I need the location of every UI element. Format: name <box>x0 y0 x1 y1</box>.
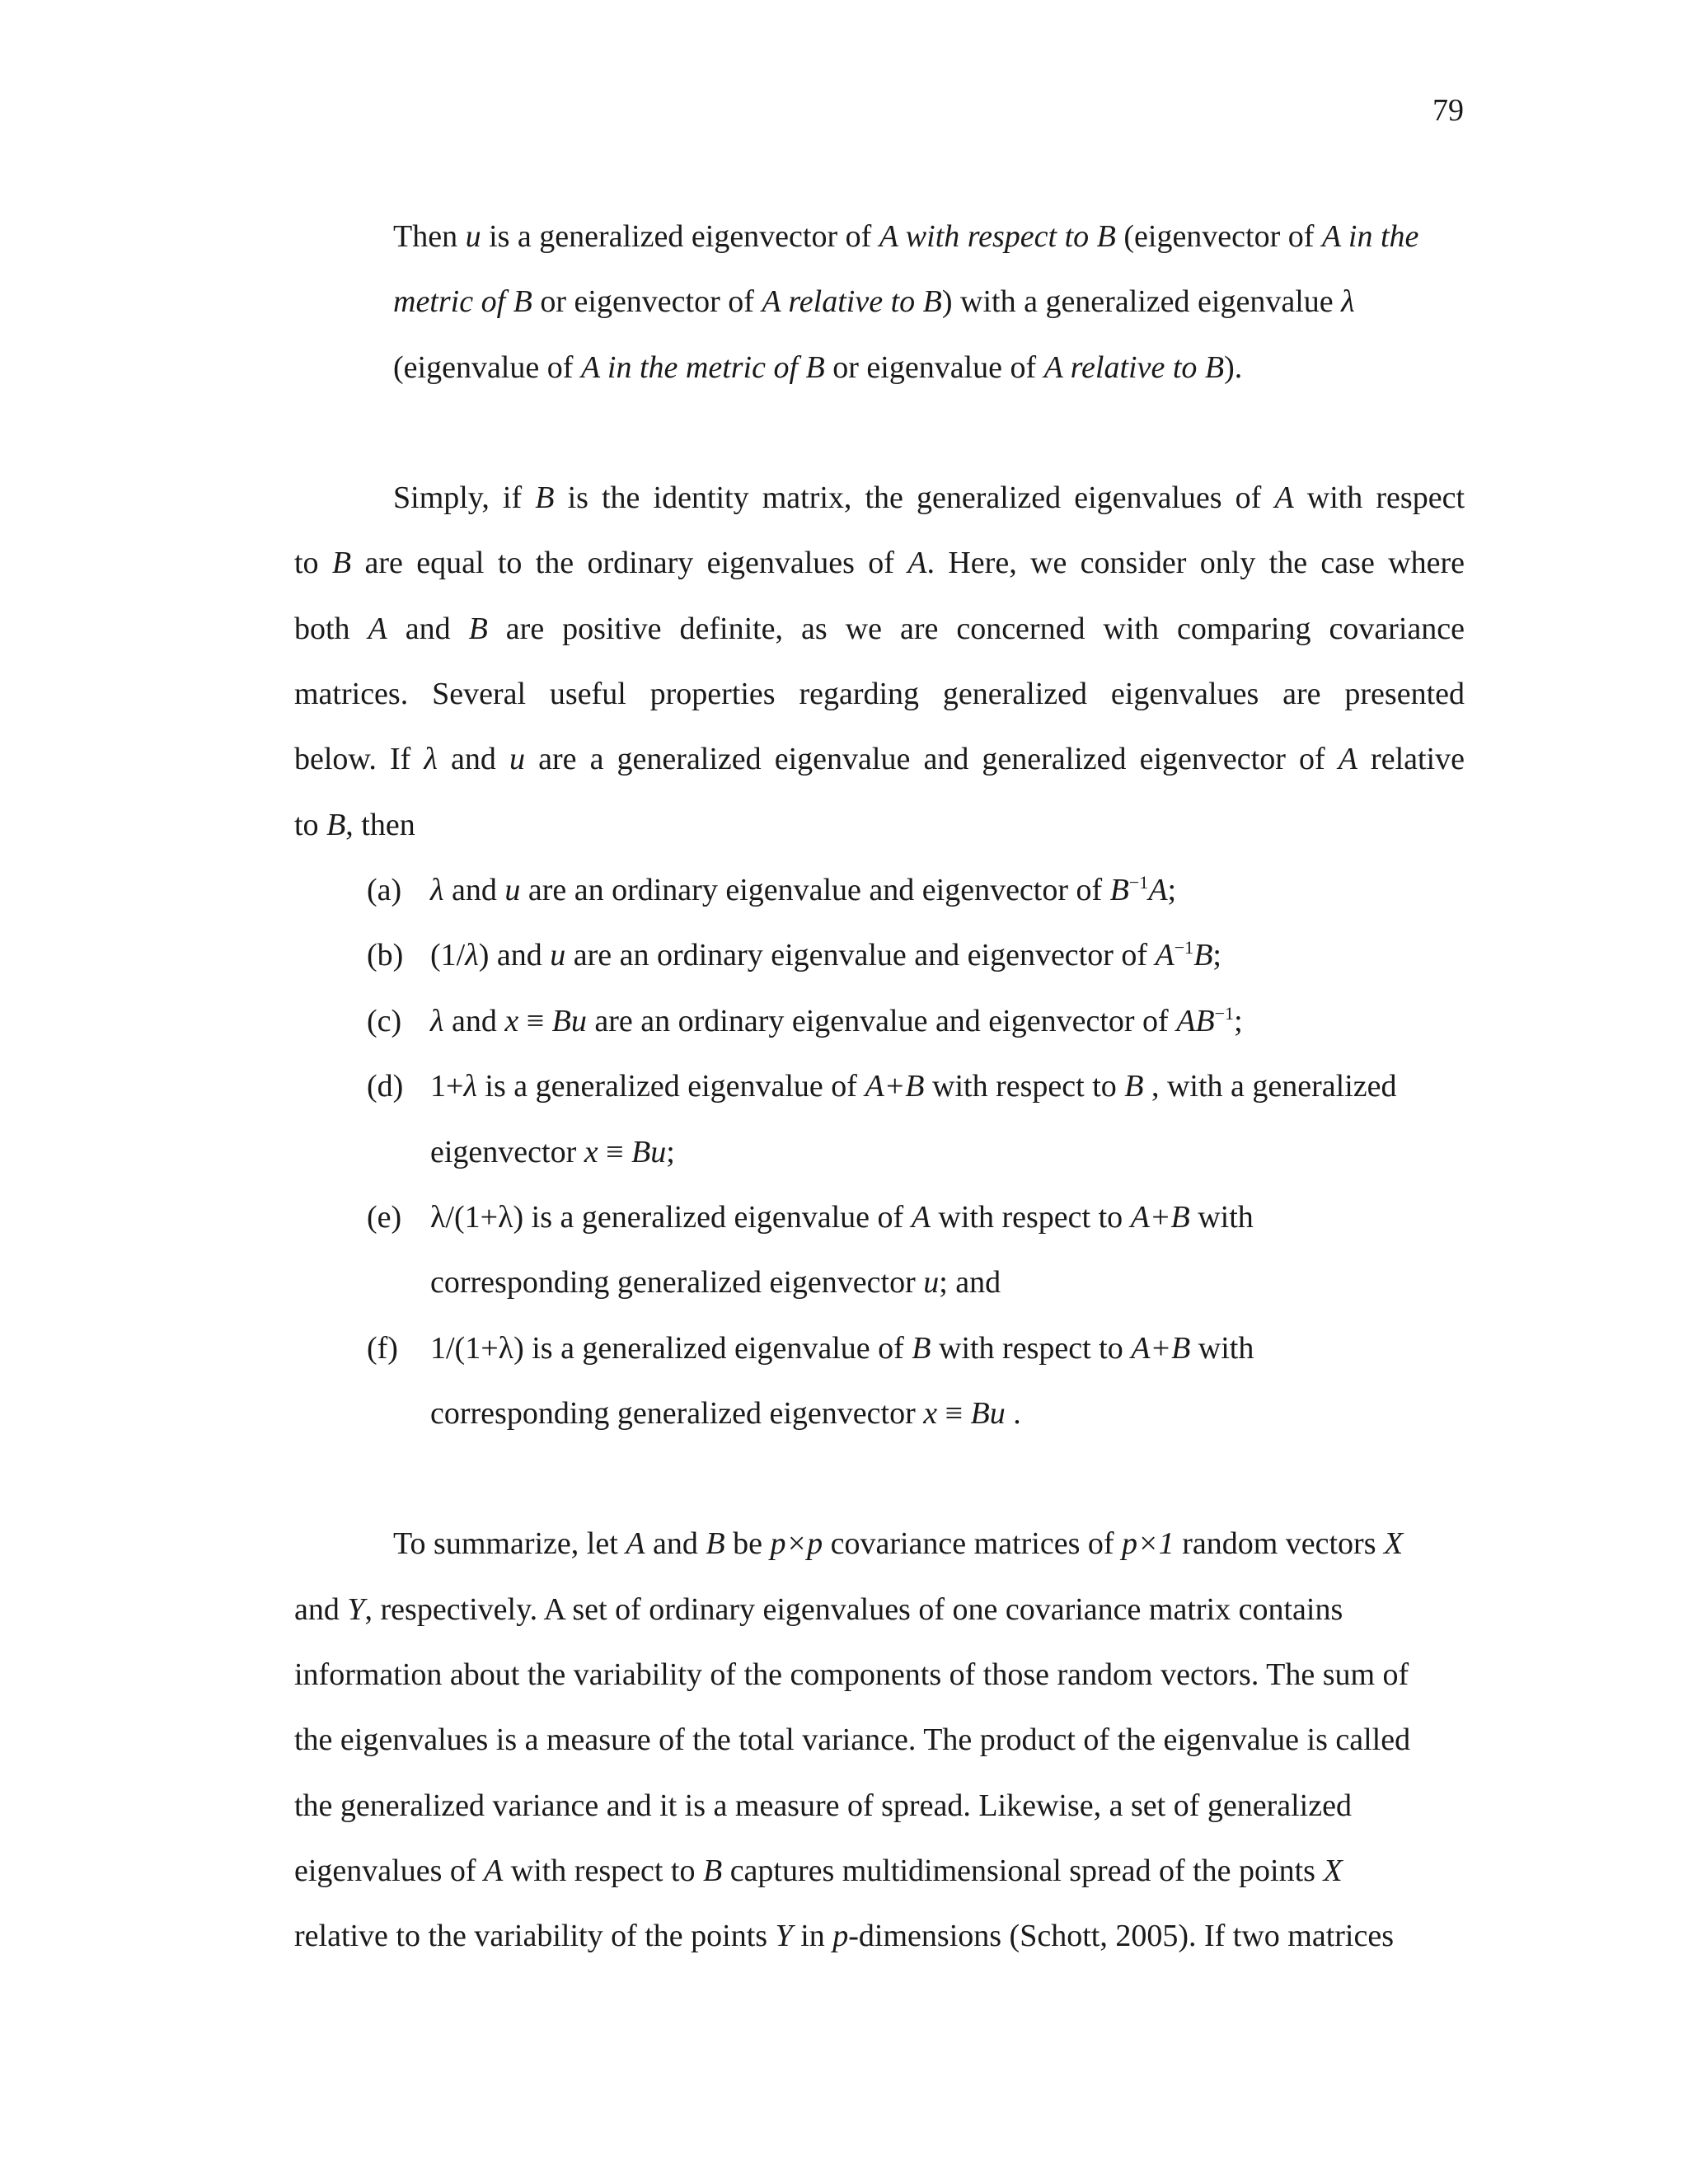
para1-line-2: to B are equal to the ordinary eigenvalues of A. Here, we consider only the case where <box>294 546 1465 580</box>
definition-line-1: Then u is a generalized eigenvector of A with respect to B (eigenvector of A in the <box>393 219 1419 254</box>
definition-line-2: metric of B or eigenvector of A relative to B) with a generalized eigenvalue λ <box>393 284 1355 319</box>
property-d-text: 1+λ is a generalized eigenvalue of A+B with respect to B , with a generalized <box>430 1069 1397 1104</box>
property-f-label: (f) <box>367 1331 398 1366</box>
property-f-text: 1/(1+λ) is a generalized eigenvalue of B with respect to A+B with <box>430 1331 1254 1366</box>
para1-line-5: below. If λ and u are a generalized eigenvalue and generalized eigenvector of A relative <box>294 742 1465 776</box>
property-b-label: (b) <box>367 938 404 972</box>
page-number: 79 <box>1432 93 1464 128</box>
para2-line-5: the generalized variance and it is a measure of spread. Likewise, a set of generalized <box>294 1788 1352 1823</box>
para1-line-6: to B, then <box>294 808 415 842</box>
property-b-text: (1/λ) and u are an ordinary eigenvalue and eigenvector of $A^{-1}B$; <box>430 937 1221 972</box>
property-a-text: λ and u are an ordinary eigenvalue and eigenvector of $B^{-1}A$; <box>430 872 1177 907</box>
property-f-text-cont: corresponding generalized eigenvector x ≡ Bu . <box>430 1396 1021 1431</box>
para2-line-1: To summarize, let A and B be p×p covariance matrices of p×1 random vectors X <box>393 1526 1404 1561</box>
para2-line-6: eigenvalues of A with respect to B captures multidimensional spread of the points X <box>294 1854 1343 1888</box>
property-e-label: (e) <box>367 1200 402 1235</box>
property-d-label: (d) <box>367 1069 404 1104</box>
property-e-text: λ/(1+λ) is a generalized eigenvalue of A with respect to A+B with <box>430 1200 1254 1235</box>
para2-line-7: relative to the variability of the points Y in p-dimensions (Schott, 2005). If two matrices <box>294 1919 1394 1953</box>
para1-line-3: both A and B are positive definite, as we are concerned with comparing covariance <box>294 612 1465 646</box>
definition-line-3: (eigenvalue of A in the metric of B or eigenvalue of A relative to B). <box>393 350 1243 385</box>
para1-line-1: Simply, if B is the identity matrix, the generalized eigenvalues of A with respect <box>393 480 1465 515</box>
para2-line-2: and Y, respectively. A set of ordinary eigenvalues of one covariance matrix contains <box>294 1592 1343 1627</box>
para2-line-3: information about the variability of the components of those random vectors. The sum of <box>294 1657 1409 1692</box>
property-c-label: (c) <box>367 1004 402 1038</box>
para1-line-4: matrices. Several useful properties regarding generalized eigenvalues are presented <box>294 677 1465 711</box>
property-a-label: (a) <box>367 873 402 907</box>
para2-line-4: the eigenvalues is a measure of the total variance. The product of the eigenvalue is called <box>294 1722 1411 1757</box>
property-d-text-cont: eigenvector x ≡ Bu; <box>430 1135 675 1169</box>
property-c-text: λ and x ≡ Bu are an ordinary eigenvalue and eigenvector of $AB^{-1}$; <box>430 1003 1243 1038</box>
property-e-text-cont: corresponding generalized eigenvector u; and <box>430 1265 1001 1300</box>
